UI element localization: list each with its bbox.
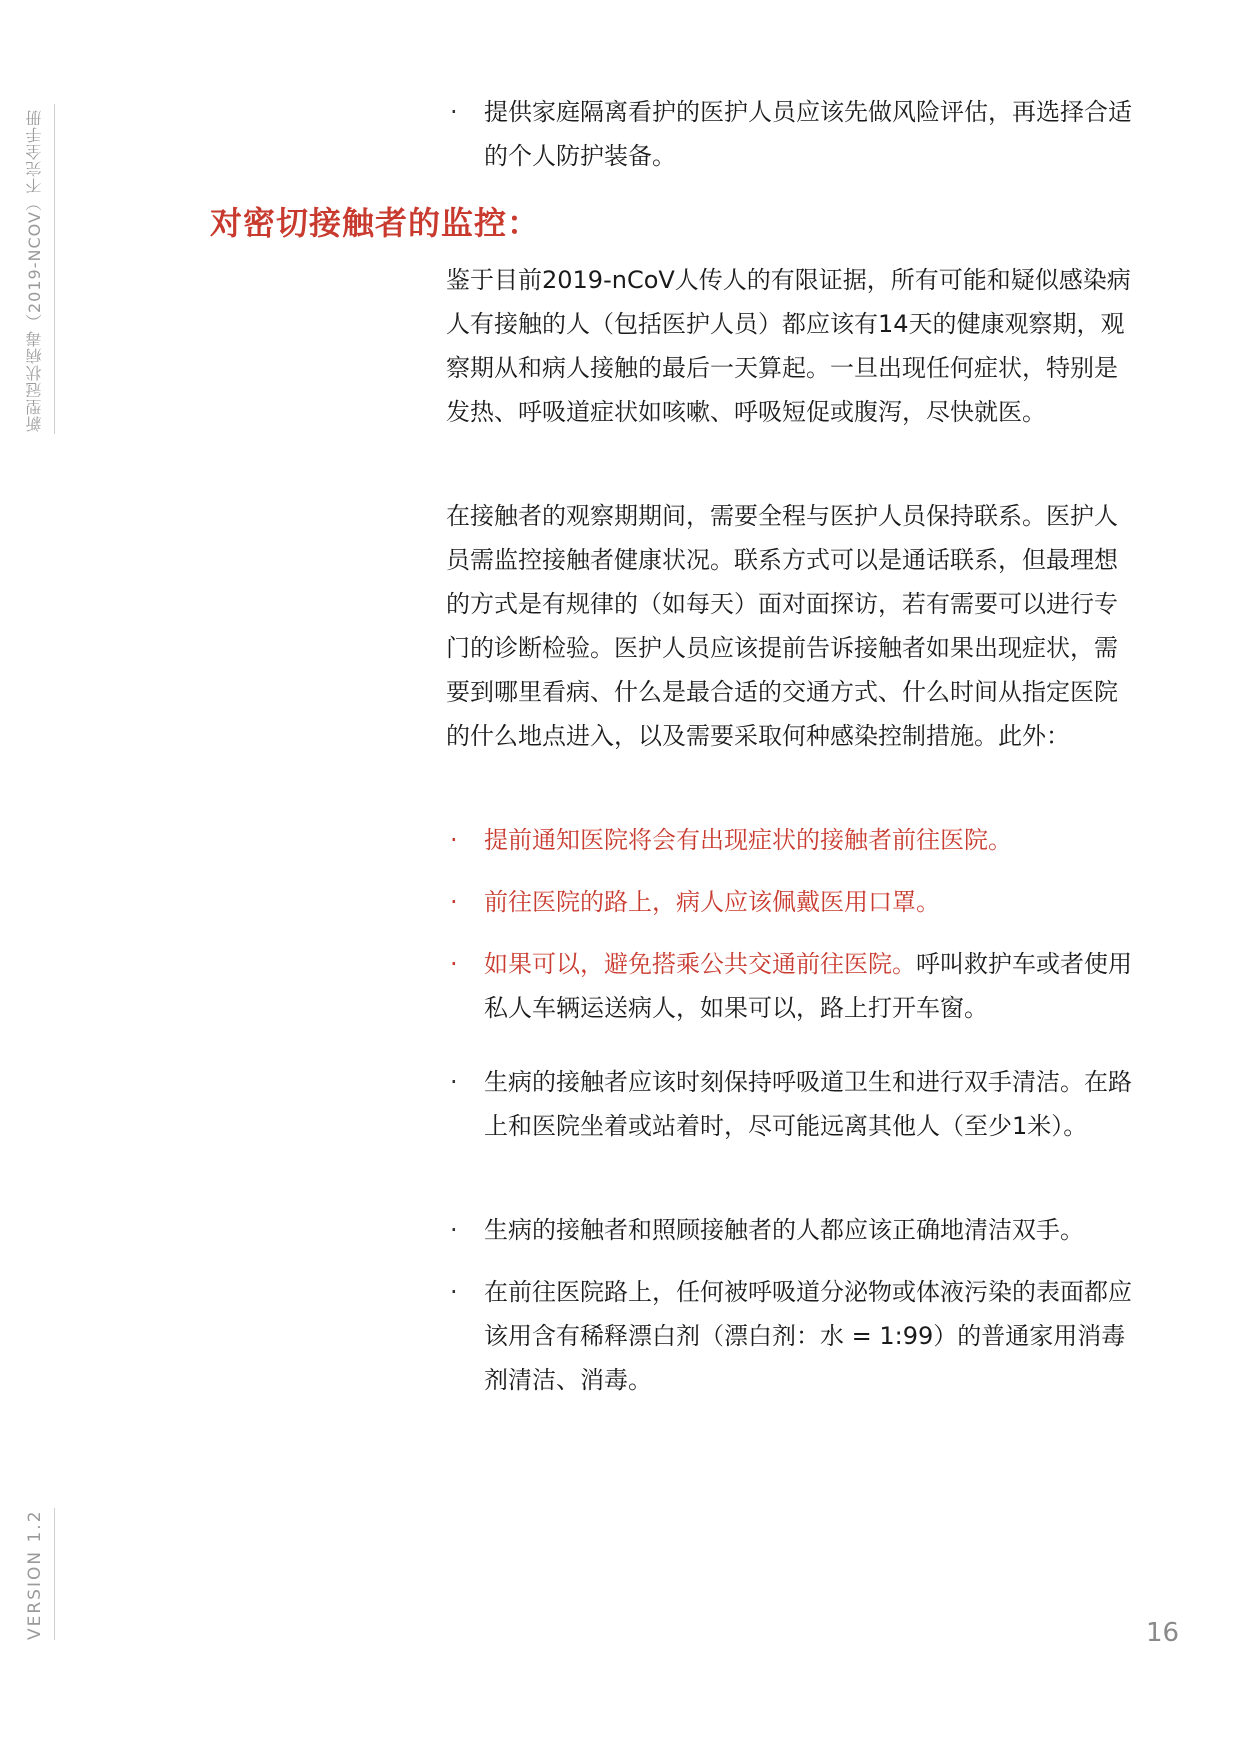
- paragraph-text: 鉴于目前2019-nCoV人传人的有限证据，所有可能和疑似感染病人有接触的人（包括医护人员）都应该有14天的健康观察期，观察期从和病人接触的最后一天算起。一旦出现任何症状，特别是发热、呼吸道症状如咳嗽、呼吸短促或腹泻，尽快就医。: [446, 266, 1131, 426]
- page-number: 16: [1146, 1618, 1180, 1648]
- bullet-text: 生病的接触者应该时刻保持呼吸道卫生和进行双手清洁。在路上和医院坐着或站着时，尽可能远离其他人（至少1米）。: [484, 1068, 1132, 1140]
- body-paragraph-2: [446, 494, 1136, 758]
- list-item: [446, 1060, 1136, 1148]
- bullet-list-item-3: [446, 942, 1136, 1030]
- bullet-highlight-text: 如果可以，避免搭乘公共交通前往医院。: [484, 950, 916, 978]
- sidebar-version-label: VERSION 1.2: [25, 1509, 45, 1640]
- list-item: [446, 1270, 1136, 1402]
- list-item: [446, 818, 1136, 862]
- bullet-highlight-text: 提前通知医院将会有出现症状的接触者前往医院。: [484, 826, 1012, 854]
- bullet-list-item-4: [446, 1060, 1136, 1148]
- section-heading: 对密切接触者的监控：: [210, 204, 541, 242]
- bullet-dot-icon: ·: [450, 888, 458, 916]
- bullet-dot-icon: ·: [450, 826, 458, 854]
- sidebar-divider-bottom: [54, 1508, 55, 1640]
- bullet-text: 在前往医院路上，任何被呼吸道分泌物或体液污染的表面都应该用含有稀释漂白剂（漂白剂：水 = 1:99）的普通家用消毒剂清洁、消毒。: [484, 1278, 1132, 1394]
- bullet-dot-icon: ·: [450, 1068, 458, 1096]
- list-item: [446, 1208, 1136, 1252]
- top-bullet-block: [446, 90, 1136, 178]
- bullet-highlight-text: 前往医院的路上，病人应该佩戴医用口罩。: [484, 888, 940, 916]
- bullet-dot-icon: ·: [450, 1278, 458, 1306]
- bullet-text: 生病的接触者和照顾接触者的人都应该正确地清洁双手。: [484, 1216, 1084, 1244]
- bullet-dot-icon: ·: [450, 950, 458, 978]
- list-item: [446, 942, 1136, 1030]
- bullet-list-item-5: [446, 1208, 1136, 1252]
- paragraph-text: 在接触者的观察期期间，需要全程与医护人员保持联系。医护人员需监控接触者健康状况。联系方式可以是通话联系，但最理想的方式是有规律的（如每天）面对面探访，若有需要可以进行专门的诊断检验。医护人员应该提前告诉接触者如果出现症状，需要到哪里看病、什么是最合适的交通方式、什么时间从指定医院的什么地点进入，以及需要采取何种感染控制措施。此外：: [446, 502, 1118, 750]
- bullet-text: 提供家庭隔离看护的医护人员应该先做风险评估，再选择合适的个人防护装备。: [484, 98, 1132, 170]
- body-paragraph-1: [446, 258, 1136, 434]
- bullet-list-item-2: [446, 880, 1136, 924]
- bullet-dot-icon: ·: [450, 98, 458, 126]
- bullet-dot-icon: ·: [450, 1216, 458, 1244]
- list-item: [446, 90, 1136, 178]
- bullet-list-item-6: [446, 1270, 1136, 1402]
- sidebar-divider-top: [54, 104, 55, 434]
- list-item: [446, 880, 1136, 924]
- bullet-list-item-1: [446, 818, 1136, 862]
- bullet-text: 呼叫救护车或者使用私人车辆运送病人，如果可以，路上打开车窗。: [484, 950, 1132, 1022]
- sidebar-manual-title: 新型冠状病毒（2019-NCOV）不完全手册: [25, 109, 44, 432]
